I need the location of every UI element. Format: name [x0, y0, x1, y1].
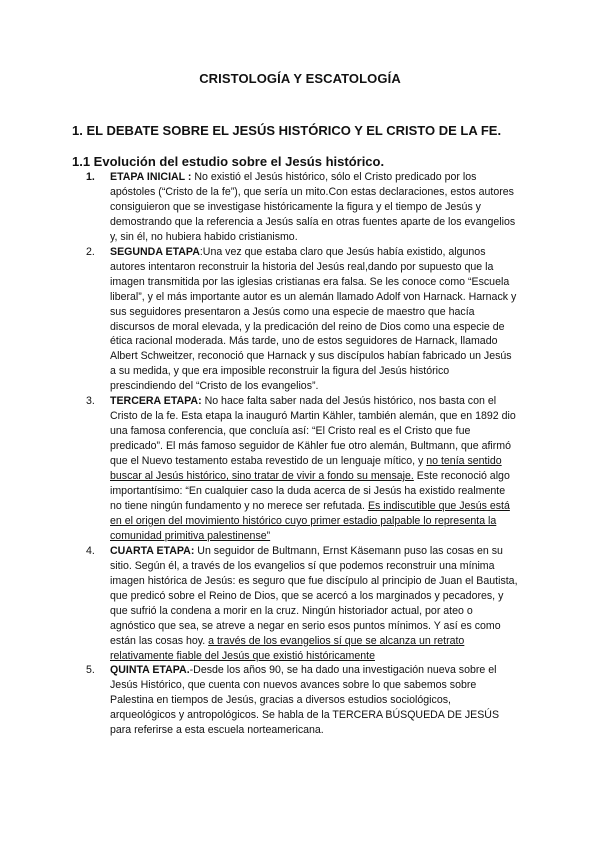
underlined-text: a través de los evangelios sí que se alcanza un retrato relativamente fiable del Jesús que existió históricamente [110, 634, 465, 662]
stage-number: 1. [86, 171, 95, 183]
document-title: CRISTOLOGÍA Y ESCATOLOGÍA [199, 71, 401, 86]
stage-number: 3. [86, 395, 95, 408]
stage-item-5 [86, 663, 518, 738]
stage-item-2 [86, 245, 518, 395]
stage-name: TERCERA ETAPA: [110, 395, 202, 408]
stage-item-3 [86, 394, 518, 544]
stage-name: CUARTA ETAPA: [110, 544, 195, 557]
stage-text: :Una vez que estaba claro que Jesús había existido, algunos autores intentaron reconstruir la historia del Jesús real,dando por supuesto que la imagen transmitida por las iglesias cristianas era falsa. Se les conoce como “Escuela liberal”, y el más importante autor es un alemán llamado Adolf von Harnack. Harnack y sus seguidores presentaron a Jesús como una especie de maestro que hacía discursos de moral elevada, y la predicación del reino de Dios como una especie de ética racional moderada. Más tarde, uno de estos seguidores de Harnack, llamado Albert Schweitzer, reconoció que Harnack y sus discípulos habían fabricado un Jesús a su medida, y que era imposible reconstruir la figura del Jesús histórico prescindiendo del “Cristo de los evangelios”. [110, 245, 517, 393]
stage-name: ETAPA INICIAL : [110, 171, 192, 183]
underlined-text: Es indiscutible que Jesús está en el origen del movimiento histórico cuyo primer estadio palpable lo representa la comunidad primitiva palestinense” [110, 499, 510, 542]
stage-number: 2. [86, 245, 95, 258]
stage-name: QUINTA ETAPA. [110, 664, 190, 677]
stage-text: -Desde los años 90, se ha dado una investigación nueva sobre el Jesús Histórico, que cuenta con nuevos avances sobre lo que sabemos sobre Palestina en tiempos de Jesús, gracias a diversos estudios sociológicos, arqueológicos y antropológicos. Se habla de la TERCERA BÚSQUEDA DE JESÚS para referirse a esta escuela norteamericana. [110, 664, 500, 737]
subsection-heading: 1.1 Evolución del estudio sobre el Jesús histórico. [72, 154, 385, 169]
stage-text: No existió el Jesús histórico, sólo el Cristo predicado por los apóstoles (“Cristo de la fe”), que sería un mito.Con estas declaraciones, estos autores consiguieron que se investigase históricamente la figura y el tiempo de Jesús y demostrando que la referencia a Jesús salía en otras fuentes aparte de los evangelios y, sin él, no hubiera habido cristianismo. [110, 171, 516, 243]
stage-text: Un seguidor de Bultmann, Ernst Käsemann puso las cosas en su sitio. Según él, a través de los evangelios sí que podemos reconstruir una mínima imagen histórica de Jesús: es seguro que fue discípulo al principio de Juan el Bautista, que predicó sobre el Reino de Dios, que se acercó a los marginados y pecadores, y que sufrió la condena a morir en la cruz. Ningún historiador actual, por ateo o agnóstico que sea, se atreve a negar en serio esos puntos mínimos. Y así es como están las cosas hoy. [110, 544, 518, 647]
section-heading: 1. EL DEBATE SOBRE EL JESÚS HISTÓRICO Y EL CRISTO DE LA FE. [72, 123, 502, 138]
stage-number: 4. [86, 544, 95, 557]
stage-item-4 [86, 544, 518, 664]
stage-number: 5. [86, 664, 95, 677]
stage-name: SEGUNDA ETAPA [110, 245, 200, 258]
underlined-text: no tenía sentido buscar al Jesús histórico, sino tratar de vivir a fondo su mensaje. [110, 455, 502, 483]
stage-text: Este reconoció algo importantísimo: “En cualquier caso la duda acerca de si Jesús ha existido realmente no tiene ningún fundamento y no merece ser refutada. [110, 470, 510, 512]
stage-item-1 [86, 170, 518, 245]
stages-list [86, 170, 518, 738]
stage-text: No hace falta saber nada del Jesús histórico, nos basta con el Cristo de la fe. Esta etapa la inauguró Martin Kähler, también alemán, que en 1892 dio una famosa conferencia, que concluía así: “El Cristo real es el Cristo que fue predicado”. El más famoso seguidor de Kähler fue otro alemán, Bultmann, que afirmó que el Nuevo testamento estaba revestido de un lenguaje mítico, y [110, 395, 516, 468]
